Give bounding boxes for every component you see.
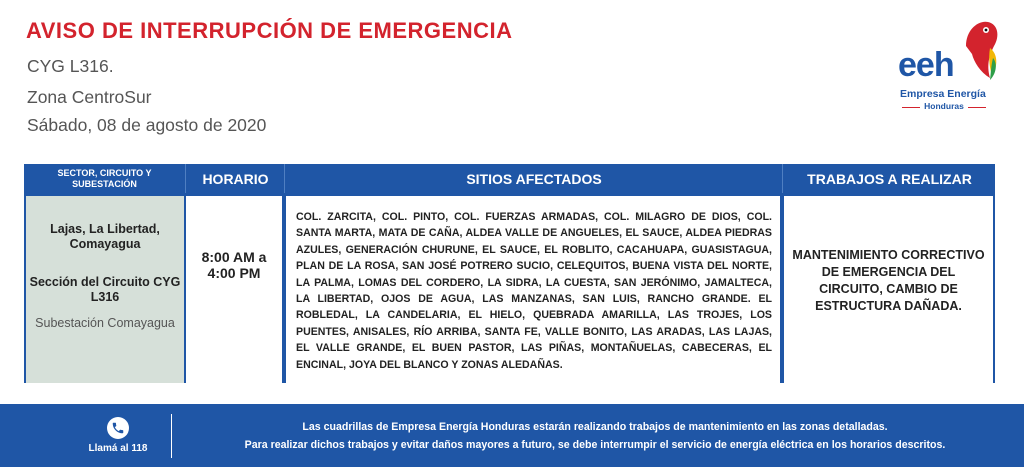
table-row <box>24 193 995 383</box>
notice-title: AVISO DE INTERRUPCIÓN DE EMERGENCIA <box>26 18 513 43</box>
logo-brand: eeh <box>898 46 954 84</box>
logo-country: Honduras <box>894 101 994 111</box>
sector-cell <box>26 196 184 383</box>
notice-header <box>0 0 1024 150</box>
substation-name: Subestación Comayagua <box>35 316 175 330</box>
outage-table <box>24 164 995 383</box>
header-trabajos: TRABAJOS A REALIZAR <box>782 164 996 193</box>
sector-name: Lajas, La Libertad, Comayagua <box>50 222 160 251</box>
header-horario: HORARIO <box>185 164 285 193</box>
affected-sites-text: COL. ZARCITA, COL. PINTO, COL. FUERZAS ARMADAS, COL. MILAGRO DE DIOS, COL. SANTA MARTA, MATA DE CAÑA, ALDEA VALLE DE ANGUELES, EL SAUCE, ALDEA PIEDRAS AZULES, GENERACIÓN CHURUNE, EL SAUCE, EL ROBLITO, CACAHUAPA, GUASISTAGUA, PLAN DE LA ROSA, SAN JOSÉ POTRERO SUCIO, CELEQUITOS, BUENA VISTA DEL NORTE, LA PALMA, LOMAS DEL CORDERO, LA SIDRA, LA CUESTA, SAN JERÓNIMO, JAMALTECA, LA LIBERTAD, OJOS DE AGUA, LAS MANZANAS, SAN LUIS, RANCHO GRANDE. EL ROBLEDAL, LA CANDELARIA, EL HIELO, QUEBRADA AMARILLA, LAS TROJES, LOS PUENTES, ANISALES, RÍO ARRIBA, SANTA FE, VALLE BONITO, LAS ARADAS, LAS LAJAS, EL VALLE GRANDE, EL BUEN PASTOR, LAS PIÑAS, MONTAÑUELAS, CABECERAS, EL ENCINAL, JOYA DEL BLANCO Y ZONAS ALEDAÑAS. <box>296 211 772 371</box>
company-logo <box>894 18 1004 114</box>
call-label[interactable]: Llamá al 118 <box>88 443 148 454</box>
phone-icon <box>111 421 125 435</box>
trabajos-cell <box>784 196 993 383</box>
footer-divider <box>171 414 172 458</box>
footer-message-1: Las cuadrillas de Empresa Energía Honduras estarán realizando trabajos de mantenimiento en las zonas detalladas. <box>302 421 888 433</box>
footer-message-2: Para realizar dichos trabajos y evitar daños mayores a futuro, se debe interrumpir el servicio de energía eléctrica en los horarios descritos. <box>244 439 946 451</box>
logo-company-name: Empresa Energía <box>900 88 986 100</box>
sitios-cell <box>286 196 780 383</box>
schedule-text: 8:00 AM a 4:00 PM <box>201 249 267 281</box>
horario-cell <box>186 196 282 383</box>
zone-name: Zona CentroSur <box>27 87 152 107</box>
circuit-code: CYG L316. <box>27 56 114 76</box>
footer-bar <box>0 404 1024 467</box>
circuit-section: Sección del Circuito CYG L316 <box>29 275 181 304</box>
works-text: MANTENIMIENTO CORRECTIVO DE EMERGENCIA DEL CIRCUITO, CAMBIO DE ESTRUCTURA DAÑADA. <box>792 248 985 313</box>
notice-date: Sábado, 08 de agosto de 2020 <box>27 115 267 135</box>
table-header <box>24 164 995 193</box>
header-sector: SECTOR, CIRCUITO Y SUBESTACIÓN <box>57 167 152 189</box>
header-sitios: SITIOS AFECTADOS <box>284 164 783 193</box>
phone-button[interactable] <box>107 417 129 439</box>
